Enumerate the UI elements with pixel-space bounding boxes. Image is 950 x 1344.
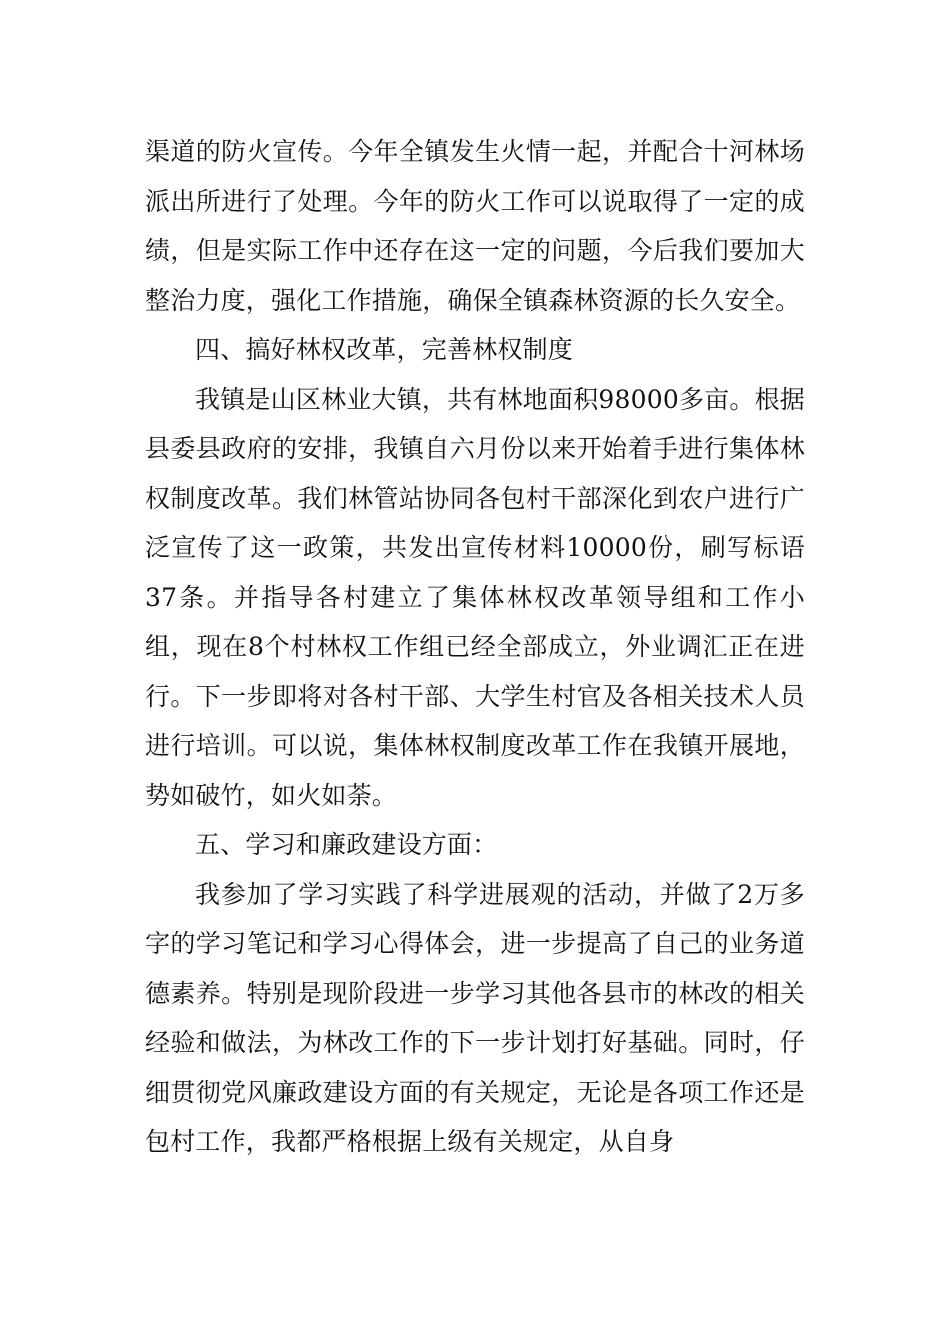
section-heading-study-integrity: 五、学习和廉政建设方面： [195, 830, 498, 859]
paragraph-study-integrity: 我参加了学习实践了科学进展观的活动，并做了2万多字的学习笔记和学习心得体会，进一步提高了自己的业务道德素养。特别是现阶段进一步学习其他各县市的林改的相关经验和做法，为林改工作的下一步计划打好基础。同时，仔细贯彻党风廉政建设方面的有关规定，无论是各项工作还是包村工作，我都严格根据上级有关规定，从自身 [145, 879, 805, 1156]
paragraph-fire-prevention-continued: 渠道的防火宣传。今年全镇发生火情一起，并配合十河林场派出所进行了处理。今年的防火工作可以说取得了一定的成绩，但是实际工作中还存在这一定的问题，今后我们要加大整治力度，强化工作措施，确保全镇森林资源的长久安全。 [145, 137, 805, 315]
section-heading-forest-rights-reform: 四、搞好林权改革，完善林权制度 [195, 335, 574, 364]
document-body [145, 127, 805, 1167]
paragraph-forest-rights-reform: 我镇是山区林业大镇，共有林地面积98000多亩。根据县委县政府的安排，我镇自六月份以来开始着手进行集体林权制度改革。我们林管站协同各包村干部深化到农户进行广泛宣传了这一政策，共发出宣传材料10000份，刷写标语37条。并指导各村建立了集体林权改革领导组和工作小组，现在8个村林权工作组已经全部成立，外业调汇正在进行。下一步即将对各村干部、大学生村官及各相关技术人员进行培训。可以说，集体林权制度改革工作在我镇开展地，势如破竹，如火如荼。 [145, 384, 805, 810]
